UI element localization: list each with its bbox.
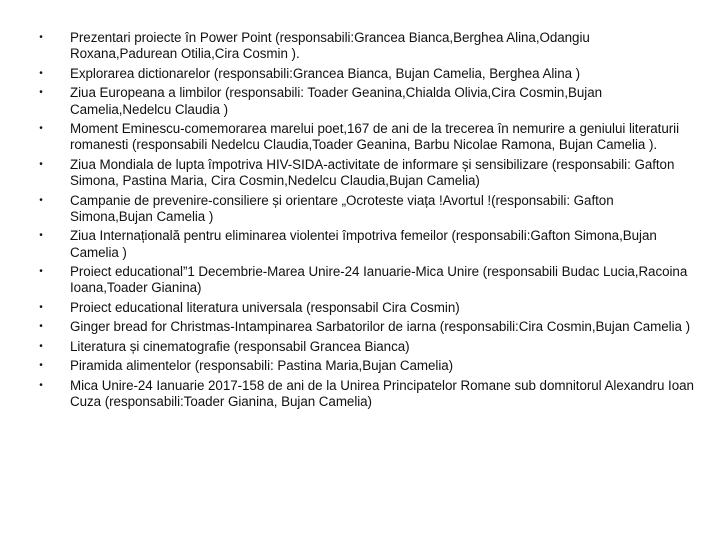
list-item <box>36 300 700 316</box>
list-item <box>36 85 700 118</box>
bullet-icon: • <box>39 301 43 313</box>
list-item <box>36 228 700 261</box>
bullet-icon: • <box>39 321 43 333</box>
list-item-text: Ginger bread for Christmas-Intampinarea Sarbatorilor de iarna (responsabili:Cira Cosmin,Bujan Camelia ) <box>70 319 691 335</box>
activity-list <box>36 30 700 414</box>
list-item-text: Piramida alimentelor (responsabili: Pastina Maria,Bujan Camelia) <box>70 358 454 374</box>
list-item-text: Proiect educational”1 Decembrie-Marea Unire-24 Ianuarie-Mica Unire (responsabili Budac Lucia,Racoina Ioana,Toader Gianina) <box>70 264 688 296</box>
list-item <box>36 319 700 335</box>
list-item <box>36 121 700 154</box>
list-item <box>36 193 700 226</box>
list-item-text: Literatura și cinematografie (responsabil Grancea Bianca) <box>70 338 410 354</box>
bullet-icon: • <box>39 379 43 391</box>
list-item <box>36 378 700 411</box>
list-item-text: Explorarea dictionarelor (responsabili:Grancea Bianca, Bujan Camelia, Berghea Alina ) <box>70 65 581 81</box>
list-item-text: Prezentari proiecte în Power Point (responsabili:Grancea Bianca,Berghea Alina,Odangiu Roxana,Padurean Otilia,Cira Cosmin ). <box>70 30 590 62</box>
bullet-icon: • <box>39 123 43 135</box>
list-item-text: Moment Eminescu-comemorarea marelui poet,167 de ani de la trecerea în nemurire a geniului literaturii romanesti (responsabili Nedelcu Claudia,Toader Geanina, Barbu Nicolae Ramona, Bujan Camelia ). <box>70 121 679 153</box>
bullet-icon: • <box>39 158 43 170</box>
list-item-text: Mica Unire-24 Ianuarie 2017-158 de ani de la Unirea Principatelor Romane sub domnitorul Alexandru Ioan Cuza (responsabili:Toader Gianina, Bujan Camelia) <box>70 377 694 410</box>
bullet-icon: • <box>39 266 43 278</box>
list-item <box>36 339 700 355</box>
bullet-icon: • <box>39 67 43 79</box>
list-item <box>36 358 700 374</box>
bullet-icon: • <box>39 194 43 206</box>
list-item <box>36 157 700 190</box>
list-item <box>36 66 700 82</box>
bullet-icon: • <box>39 230 43 242</box>
bullet-icon: • <box>39 32 43 43</box>
list-item-text: Campanie de prevenire-consiliere și orientare „Ocroteste viața !Avortul !(responsabili: Gafton Simona,Bujan Camelia ) <box>70 192 614 224</box>
bullet-icon: • <box>39 360 43 372</box>
list-item-text: Ziua Europeana a limbilor (responsabili: Toader Geanina,Chialda Olivia,Cira Cosmin,Bujan Camelia,Nedelcu Claudia ) <box>70 85 602 117</box>
list-item-text: Proiect educational literatura universala (responsabil Cira Cosmin) <box>70 299 460 315</box>
list-item <box>36 30 700 63</box>
list-item-text: Ziua Internațională pentru eliminarea violentei împotriva femeilor (responsabili:Gafton Simona,Bujan Camelia ) <box>70 228 657 260</box>
bullet-icon: • <box>39 340 43 352</box>
list-item <box>36 264 700 297</box>
bullet-icon: • <box>39 87 43 99</box>
list-item-text: Ziua Mondiala de lupta împotriva HIV-SIDA-activitate de informare și sensibilizare (responsabili: Gafton Simona, Pastina Maria, Cira Cosmin,Nedelcu Claudia,Bujan Camelia) <box>70 156 675 189</box>
